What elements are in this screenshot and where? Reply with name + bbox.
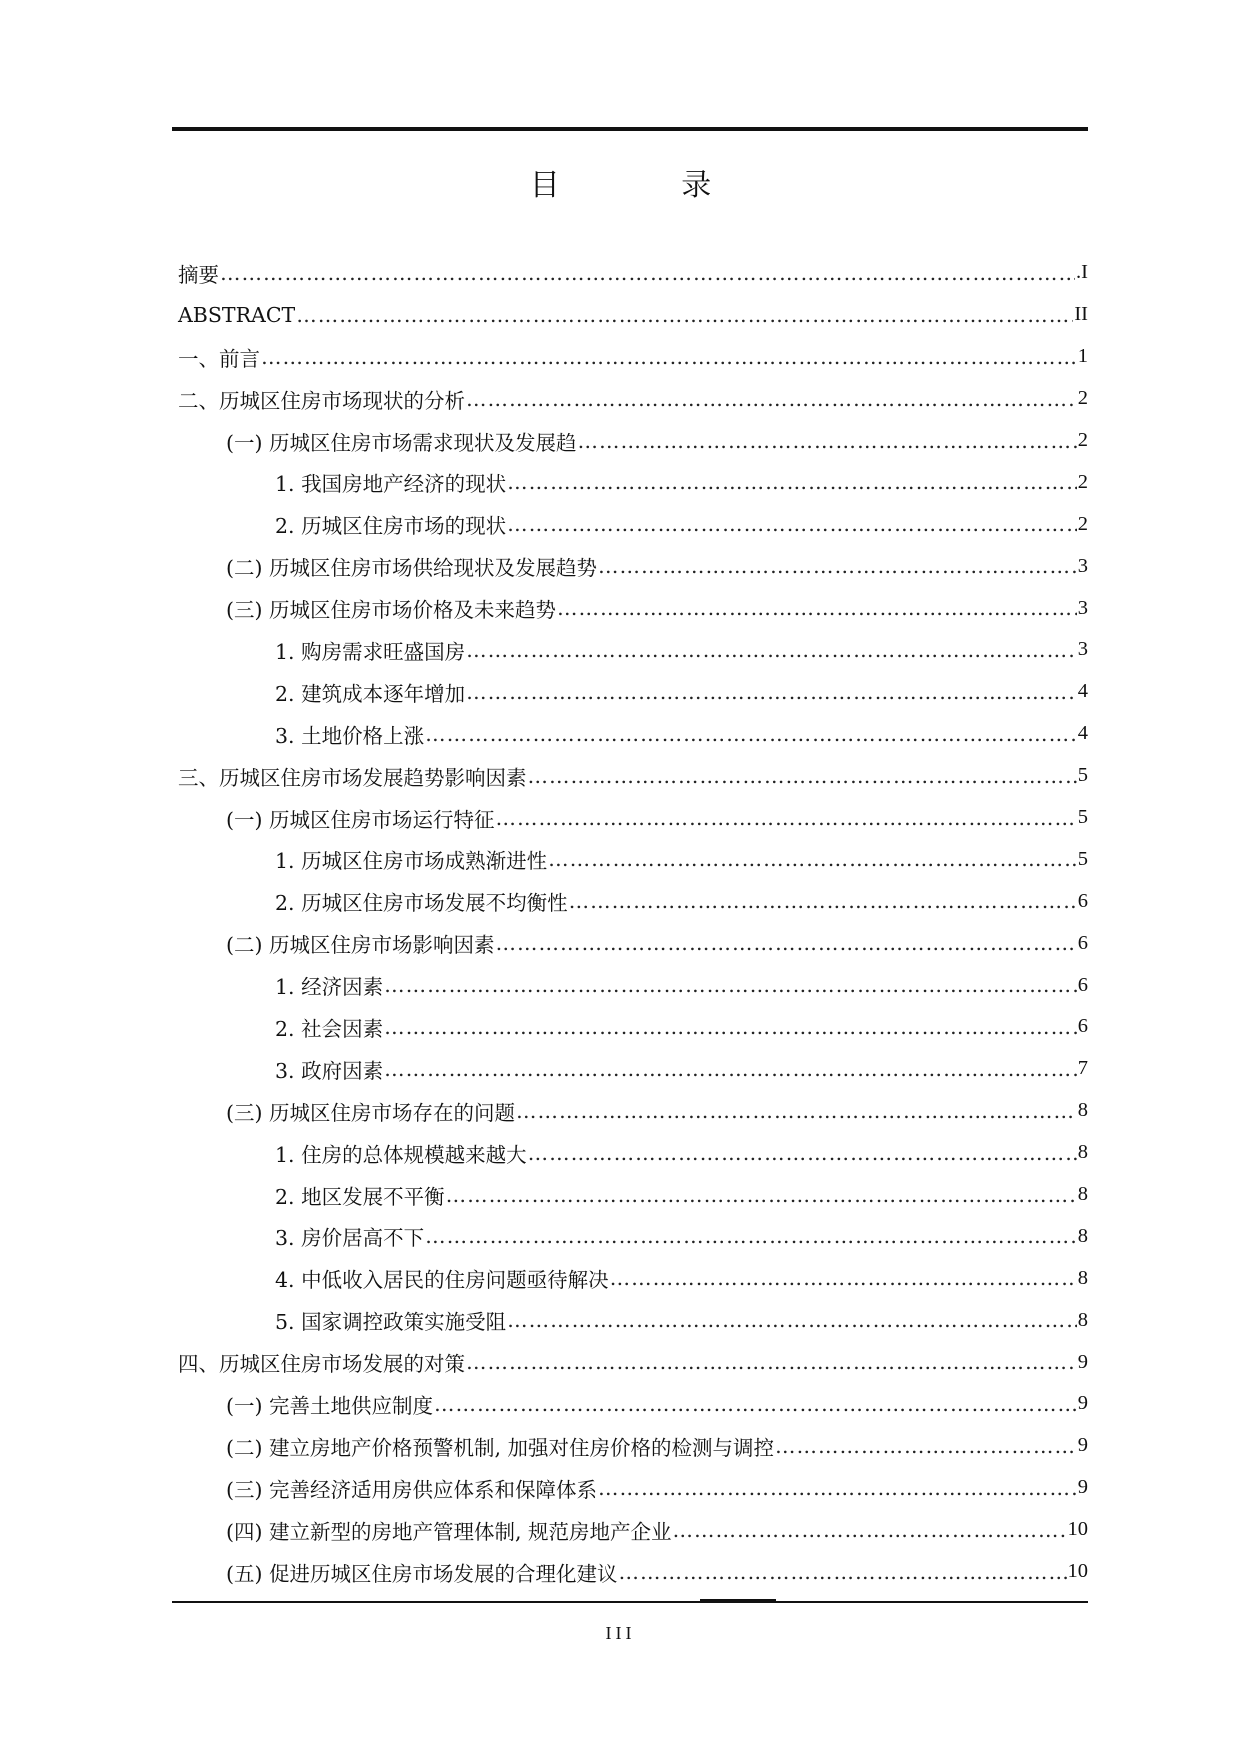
toc-entry[interactable]: [178, 838, 1088, 880]
toc-dot-leader: [466, 1350, 1077, 1374]
toc-entry-page-number: 4: [1077, 722, 1088, 745]
toc-entry-title: (二) 历城区住房市场供给现状及发展趋势: [226, 556, 598, 581]
toc-dot-leader: [425, 1224, 1077, 1248]
toc-entry-page-number: 5: [1077, 764, 1088, 787]
toc-entry-title: 三、历城区住房市场发展趋势影响因素: [178, 765, 527, 790]
toc-dot-leader: [598, 554, 1077, 578]
toc-entry-title: ABSTRACT: [178, 302, 296, 327]
toc-entry[interactable]: [178, 880, 1088, 922]
toc-dot-leader: [425, 722, 1077, 746]
toc-entry[interactable]: [178, 1467, 1088, 1509]
page-title: 目 录: [529, 168, 768, 203]
toc-entry[interactable]: [178, 713, 1088, 755]
toc-entry-page-number: 3: [1077, 596, 1088, 619]
toc-dot-leader: [619, 1560, 1067, 1584]
toc-entry-title: 1. 历城区住房市场成熟渐进性: [275, 849, 548, 874]
toc-dot-leader: [296, 303, 1073, 327]
toc-entry-title: 2. 建筑成本逐年增加: [275, 681, 466, 706]
toc-entry-page-number: 10: [1067, 1518, 1088, 1541]
header-rule: [172, 127, 1088, 131]
toc-entry[interactable]: [178, 252, 1088, 294]
toc-entry-title: (二) 建立房地产价格预警机制, 加强对住房价格的检测与调控: [226, 1435, 775, 1460]
toc-entry-title: 3. 土地价格上涨: [275, 723, 425, 748]
toc-entry-title: 3. 房价居高不下: [275, 1226, 425, 1251]
toc-dot-leader: [446, 1183, 1077, 1207]
toc-dot-leader: [578, 429, 1077, 453]
toc-entry-title: 一、前言: [178, 346, 260, 371]
toc-entry-title: (三) 历城区住房市场存在的问题: [226, 1100, 516, 1125]
toc-entry-page-number: 4: [1077, 680, 1088, 703]
toc-dot-leader: [775, 1434, 1077, 1458]
toc-entry-page-number: 8: [1077, 1141, 1088, 1164]
toc-entry-page-number: II: [1074, 303, 1088, 326]
toc-entry-page-number: 9: [1077, 1350, 1088, 1373]
toc-entry[interactable]: [178, 587, 1088, 629]
toc-entry[interactable]: [178, 1383, 1088, 1425]
toc-dot-leader: [507, 470, 1077, 494]
toc-entry-page-number: 2: [1077, 512, 1088, 535]
toc-entry[interactable]: [178, 1551, 1088, 1593]
toc-dot-leader: [434, 1392, 1077, 1416]
toc-entry[interactable]: [178, 1048, 1088, 1090]
toc-entry-title: 1. 经济因素: [275, 975, 384, 1000]
toc-dot-leader: [384, 1057, 1077, 1081]
toc-entry[interactable]: [178, 922, 1088, 964]
toc-entry-title: 1. 我国房地产经济的现状: [275, 472, 507, 497]
toc-entry[interactable]: [178, 671, 1088, 713]
toc-dot-leader: [220, 261, 1075, 285]
toc-entry-page-number: 8: [1077, 1099, 1088, 1122]
toc-dot-leader: [507, 1308, 1077, 1332]
toc-entry-page-number: 1: [1077, 345, 1088, 368]
toc-entry-title: 1. 购房需求旺盛国房: [275, 639, 466, 664]
toc-entry-title: 2. 社会因素: [275, 1016, 384, 1041]
toc-entry[interactable]: [178, 420, 1088, 462]
toc-entry-title: 5. 国家调控政策实施受阻: [275, 1310, 507, 1335]
toc-entry[interactable]: [178, 629, 1088, 671]
toc-dot-leader: [516, 1099, 1077, 1123]
toc-entry-title: 2. 历城区住房市场的现状: [275, 514, 507, 539]
footer-rule: [172, 1601, 1088, 1603]
toc-entry[interactable]: [178, 1299, 1088, 1341]
toc-entry-page-number: 3: [1077, 554, 1088, 577]
toc-entry-page-number: 5: [1077, 806, 1088, 829]
toc-entry[interactable]: [178, 1006, 1088, 1048]
toc-entry[interactable]: [178, 1257, 1088, 1299]
toc-dot-leader: [496, 931, 1077, 955]
toc-entry[interactable]: [178, 1215, 1088, 1257]
toc-entry-title: (三) 历城区住房市场价格及未来趋势: [226, 598, 557, 623]
toc-entry-page-number: 8: [1077, 1266, 1088, 1289]
toc-entry-page-number: 5: [1077, 847, 1088, 870]
toc-entry-page-number: .I: [1076, 261, 1088, 284]
toc-entry[interactable]: [178, 1509, 1088, 1551]
toc-entry-title: 3. 政府因素: [275, 1058, 384, 1083]
toc-dot-leader: [569, 889, 1077, 913]
toc-entry[interactable]: [178, 294, 1088, 336]
toc-entry-title: (一) 历城区住房市场需求现状及发展趋: [226, 430, 577, 455]
toc-dot-leader: [528, 1141, 1077, 1165]
toc-dot-leader: [610, 1266, 1077, 1290]
toc-entry-page-number: 6: [1077, 1015, 1088, 1038]
toc-dot-leader: [384, 973, 1077, 997]
toc-entry-title: (五) 促进历城区住房市场发展的合理化建议: [226, 1561, 618, 1586]
toc-dot-leader: [496, 806, 1077, 830]
toc-entry-page-number: 3: [1077, 638, 1088, 661]
toc-entry[interactable]: [178, 797, 1088, 839]
toc-entry-title: 摘要: [178, 262, 219, 287]
table-of-contents: [178, 252, 1088, 1593]
toc-entry-title: (四) 建立新型的房地产管理体制, 规范房地产企业: [226, 1519, 672, 1544]
toc-entry-page-number: 8: [1077, 1224, 1088, 1247]
toc-dot-leader: [384, 1015, 1077, 1039]
toc-entry[interactable]: [178, 1425, 1088, 1467]
toc-entry-page-number: 6: [1077, 889, 1088, 912]
toc-entry-page-number: 8: [1077, 1183, 1088, 1206]
toc-dot-leader: [673, 1518, 1067, 1542]
toc-entry[interactable]: [178, 1341, 1088, 1383]
toc-entry-page-number: 8: [1077, 1308, 1088, 1331]
toc-entry[interactable]: [178, 503, 1088, 545]
toc-entry[interactable]: [178, 1132, 1088, 1174]
toc-entry-title: 2. 地区发展不平衡: [275, 1184, 445, 1209]
toc-entry[interactable]: [178, 1090, 1088, 1132]
toc-entry[interactable]: [178, 378, 1088, 420]
toc-entry-title: 2. 历城区住房市场发展不均衡性: [275, 891, 568, 916]
footer-page-number: III: [605, 1623, 636, 1643]
toc-entry-page-number: 9: [1077, 1434, 1088, 1457]
toc-dot-leader: [466, 387, 1077, 411]
toc-entry-page-number: 6: [1077, 973, 1088, 996]
toc-entry-page-number: 6: [1077, 931, 1088, 954]
toc-entry-title: 二、历城区住房市场现状的分析: [178, 388, 465, 413]
toc-entry-page-number: 9: [1077, 1392, 1088, 1415]
toc-entry[interactable]: [178, 1174, 1088, 1216]
toc-entry-page-number: 10: [1067, 1560, 1088, 1583]
toc-entry-title: (二) 历城区住房市场影响因素: [226, 933, 495, 958]
footer-rule-accent: [700, 1599, 776, 1601]
toc-entry[interactable]: [178, 461, 1088, 503]
toc-dot-leader: [528, 764, 1077, 788]
toc-dot-leader: [598, 1476, 1077, 1500]
toc-entry-page-number: 2: [1077, 387, 1088, 410]
toc-entry[interactable]: [178, 964, 1088, 1006]
toc-entry-title: (三) 完善经济适用房供应体系和保障体系: [226, 1477, 598, 1502]
toc-dot-leader: [466, 680, 1077, 704]
toc-entry-page-number: 7: [1077, 1057, 1088, 1080]
toc-entry[interactable]: [178, 755, 1088, 797]
toc-dot-leader: [261, 345, 1077, 369]
toc-dot-leader: [507, 512, 1077, 536]
toc-entry[interactable]: [178, 545, 1088, 587]
toc-dot-leader: [466, 638, 1077, 662]
toc-entry-title: (一) 完善土地供应制度: [226, 1393, 434, 1418]
toc-entry[interactable]: [178, 336, 1088, 378]
toc-entry-title: 4. 中低收入居民的住房问题亟待解决: [275, 1268, 609, 1293]
toc-entry-title: (一) 历城区住房市场运行特征: [226, 807, 495, 832]
toc-dot-leader: [557, 596, 1077, 620]
toc-entry-page-number: 2: [1077, 470, 1088, 493]
toc-entry-page-number: 2: [1077, 429, 1088, 451]
toc-dot-leader: [548, 847, 1077, 871]
toc-entry-title: 1. 住房的总体规模越来越大: [275, 1142, 527, 1167]
toc-entry-title: 四、历城区住房市场发展的对策: [178, 1352, 465, 1377]
toc-entry-page-number: 9: [1077, 1476, 1088, 1499]
